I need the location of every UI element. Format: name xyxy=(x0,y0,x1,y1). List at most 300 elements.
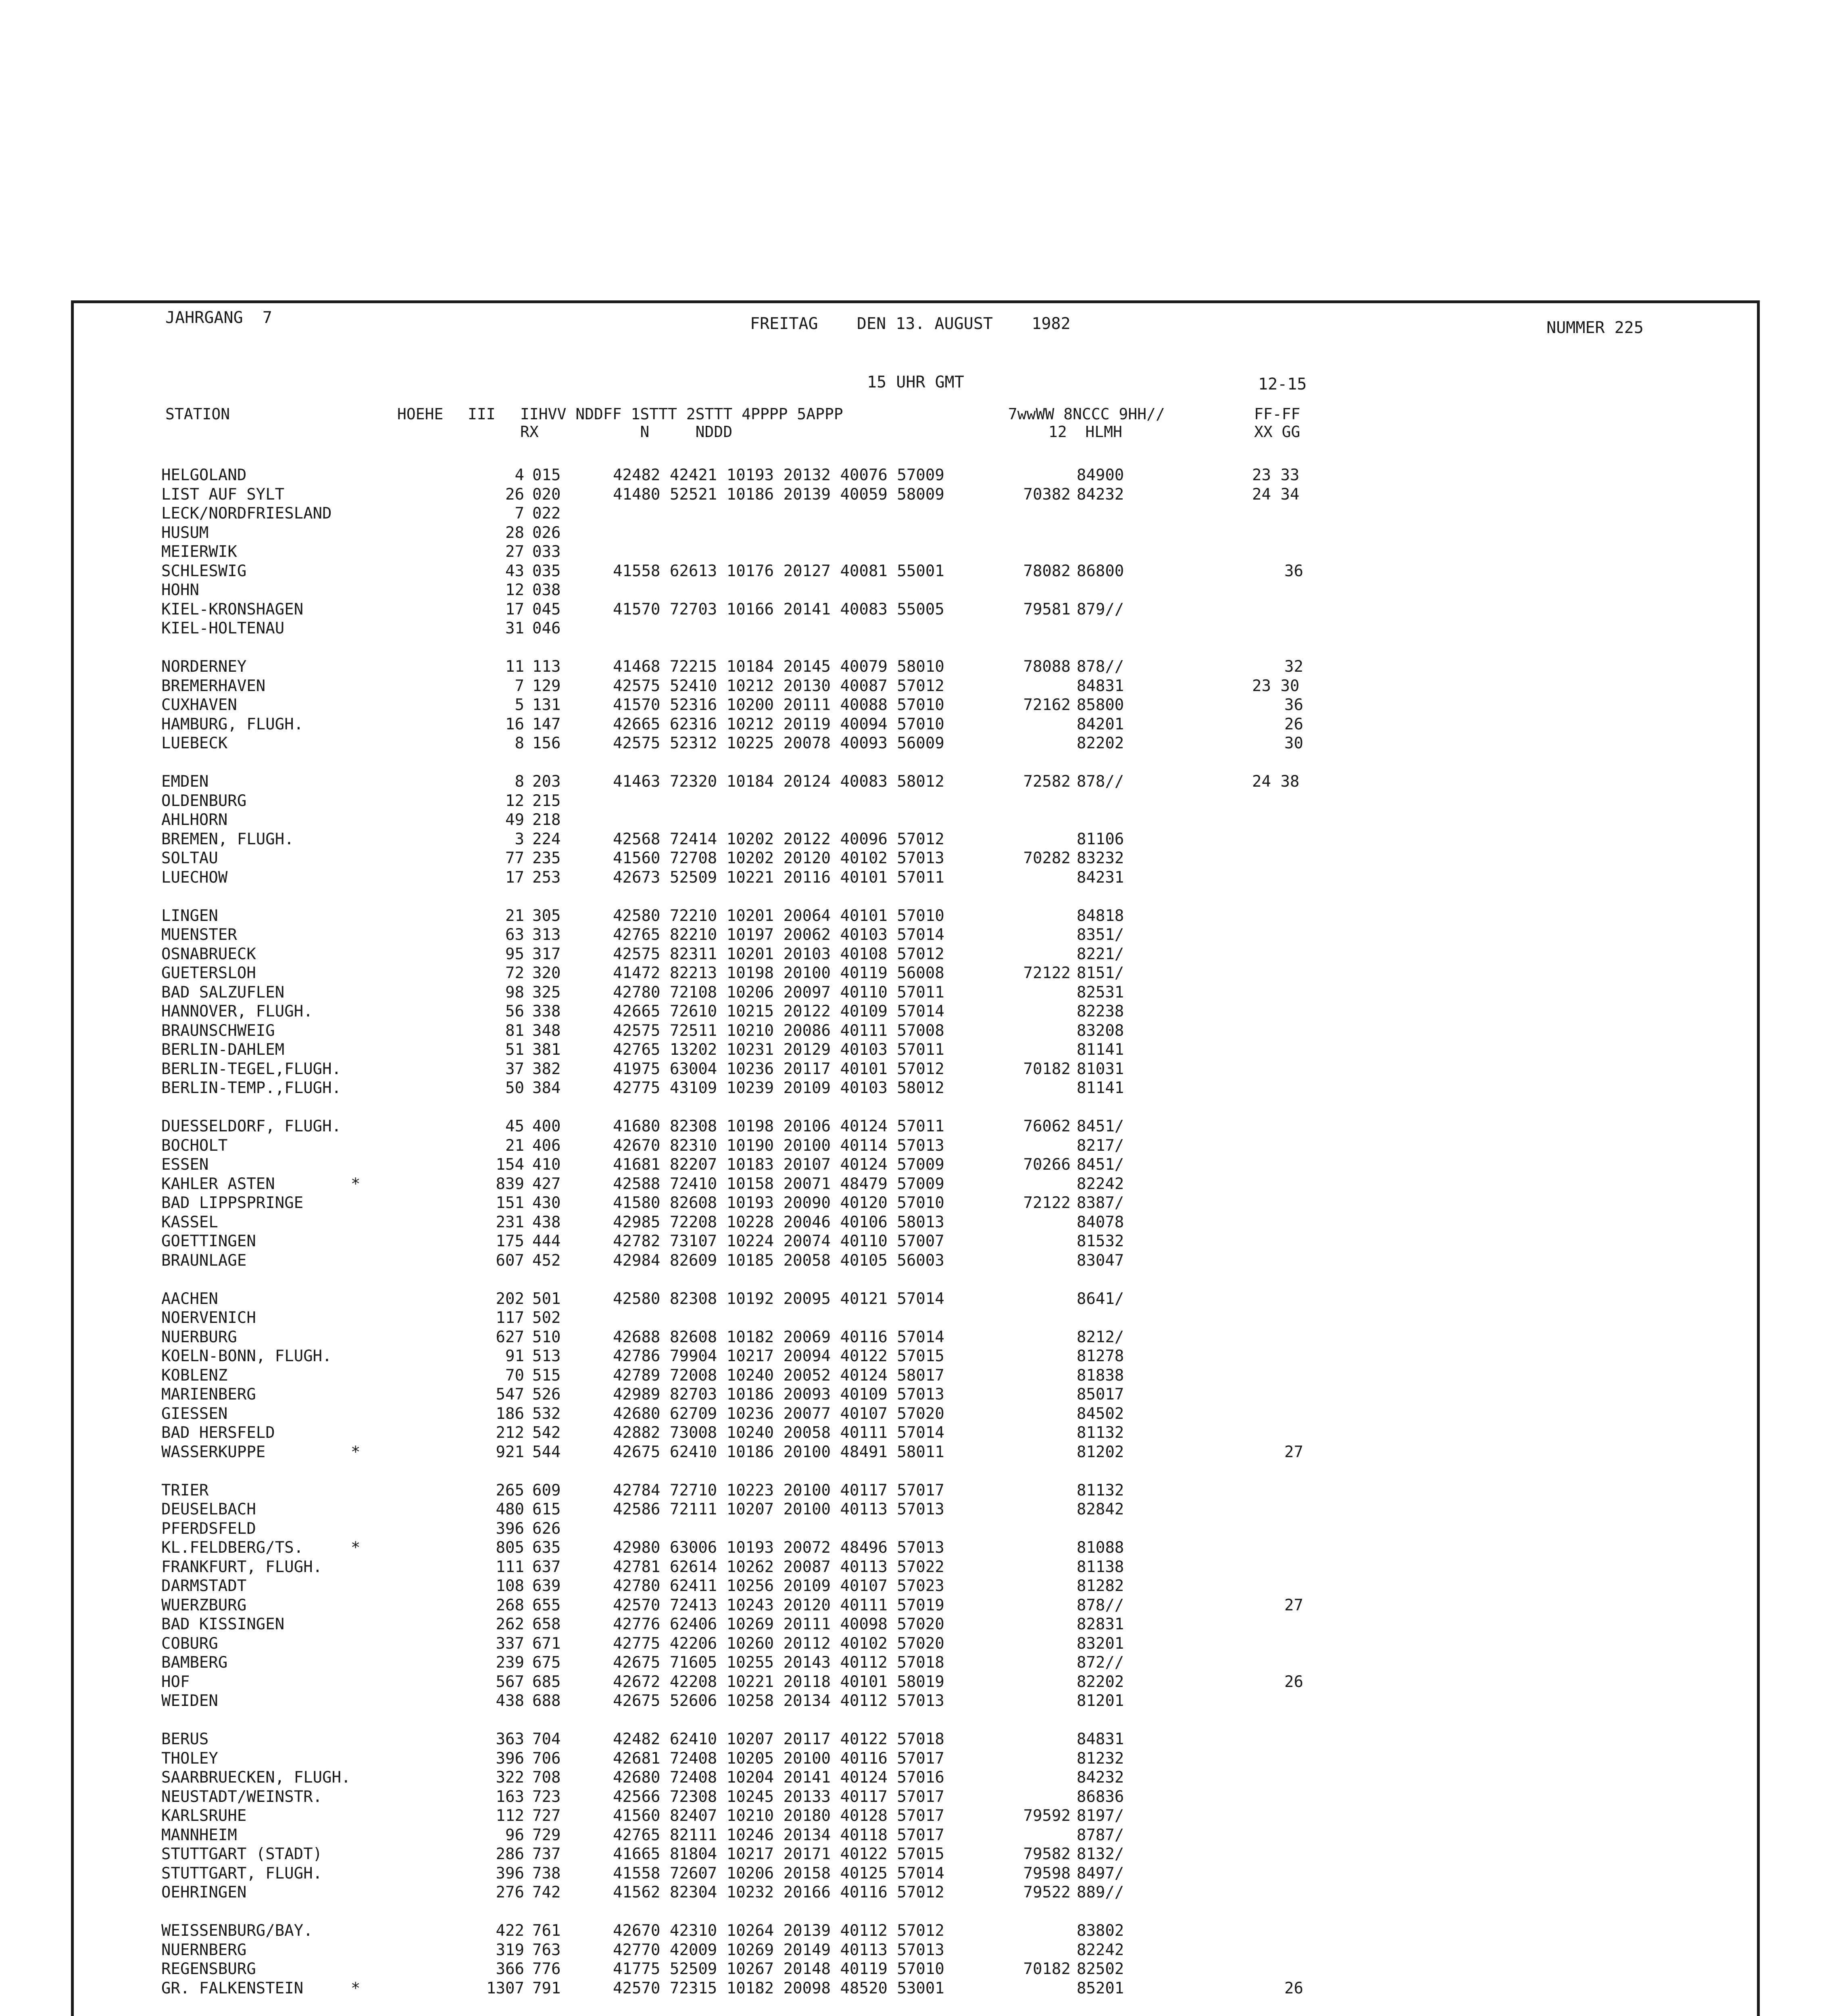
cloud-group: 82502 xyxy=(1077,1960,1124,1978)
station-id: 452 xyxy=(532,1251,561,1270)
elevation: 50 xyxy=(505,1079,524,1097)
table-row xyxy=(161,1883,1734,1902)
station-id: 542 xyxy=(532,1424,561,1442)
station-name: KARLSRUHE xyxy=(161,1807,247,1825)
weather-group: 79581 xyxy=(1023,600,1071,619)
mountain-mark: * xyxy=(351,1539,361,1557)
weather-group: 72162 xyxy=(1023,696,1071,714)
station-name: BAMBERG xyxy=(161,1654,228,1672)
code-groups: 42670 42310 10264 20139 40112 57012 xyxy=(613,1922,944,1940)
elevation: 37 xyxy=(505,1060,524,1078)
cloud-group: 85017 xyxy=(1077,1385,1124,1404)
station-id: 320 xyxy=(532,964,561,982)
cloud-group: 8132/ xyxy=(1077,1845,1124,1863)
elevation: 111 xyxy=(496,1558,524,1576)
weather-group: 79592 xyxy=(1023,1807,1071,1825)
table-row xyxy=(161,1941,1734,1960)
station-name: CUXHAVEN xyxy=(161,696,237,714)
table-row xyxy=(161,523,1734,543)
table-row xyxy=(161,1787,1734,1807)
table-row xyxy=(161,677,1734,696)
station-name: NUERBURG xyxy=(161,1328,237,1346)
station-id: 639 xyxy=(532,1577,561,1595)
station-name: LUECHOW xyxy=(161,868,228,887)
station-name: KOELN-BONN, FLUGH. xyxy=(161,1347,332,1365)
elevation: 186 xyxy=(496,1404,524,1423)
weather-group: 79522 xyxy=(1023,1883,1071,1901)
cloud-group: 86800 xyxy=(1077,562,1124,580)
elevation: 45 xyxy=(505,1117,524,1135)
code-groups: 42670 82310 10190 20100 40114 57013 xyxy=(613,1136,944,1155)
cloud-group: 82242 xyxy=(1077,1175,1124,1193)
station-name: LIST AUF SYLT xyxy=(161,485,285,504)
table-row xyxy=(161,1175,1734,1194)
elevation: 8 xyxy=(515,734,524,752)
elevation: 337 xyxy=(496,1634,524,1653)
elevation: 363 xyxy=(496,1730,524,1748)
elevation: 4 xyxy=(515,466,524,484)
elevation: 212 xyxy=(496,1424,524,1442)
issue-number: NUMMER 225 xyxy=(1546,319,1644,337)
cloud-group: 84818 xyxy=(1077,906,1124,925)
weather-group: 79582 xyxy=(1023,1845,1071,1863)
station-id: 203 xyxy=(532,773,561,791)
station-id: 156 xyxy=(532,734,561,752)
station-name: WUERZBURG xyxy=(161,1596,247,1614)
cloud-group: 86836 xyxy=(1077,1787,1124,1806)
wind-group: 24 34 xyxy=(1252,485,1300,504)
elevation: 175 xyxy=(496,1232,524,1250)
code-groups: 41562 82304 10232 20166 40116 57012 xyxy=(613,1883,944,1901)
code-groups: 42580 72210 10201 20064 40101 57010 xyxy=(613,906,944,925)
code-groups: 41558 62613 10176 20127 40081 55001 xyxy=(613,562,944,580)
station-id: 427 xyxy=(532,1175,561,1193)
wind-group: 26 xyxy=(1284,1979,1303,1997)
weather-group: 70182 xyxy=(1023,1960,1071,1978)
code-groups: 41480 52521 10186 20139 40059 58009 xyxy=(613,485,944,504)
table-row xyxy=(161,1806,1734,1826)
station-id: 438 xyxy=(532,1213,561,1231)
weather-group: 72122 xyxy=(1023,964,1071,982)
station-id: 513 xyxy=(532,1347,561,1365)
station-name: SAARBRUECKEN, FLUGH. xyxy=(161,1768,351,1787)
code-groups: 42989 82703 10186 20093 40109 57013 xyxy=(613,1385,944,1404)
table-row xyxy=(161,1193,1734,1213)
cloud-group: 8451/ xyxy=(1077,1117,1124,1135)
station-id: 026 xyxy=(532,523,561,542)
table-row xyxy=(161,1826,1734,1845)
code-groups: 42570 72315 10182 20098 48520 53001 xyxy=(613,1979,944,1997)
table-row xyxy=(161,734,1734,753)
code-groups: 42675 71605 10255 20143 40112 57018 xyxy=(613,1654,944,1672)
table-row xyxy=(161,581,1734,600)
code-groups: 42882 73008 10240 20058 40111 57014 xyxy=(613,1424,944,1442)
station-id: 224 xyxy=(532,830,561,848)
cloud-group: 82531 xyxy=(1077,983,1124,1002)
table-row xyxy=(161,504,1734,523)
cloud-group: 81532 xyxy=(1077,1232,1124,1250)
table-row xyxy=(161,830,1734,849)
station-name: FRANKFURT, FLUGH. xyxy=(161,1558,323,1576)
elevation: 117 xyxy=(496,1309,524,1327)
station-id: 763 xyxy=(532,1941,561,1959)
mountain-mark: * xyxy=(351,1175,361,1193)
station-name: HUSUM xyxy=(161,523,209,542)
table-row xyxy=(161,810,1734,830)
code-groups: 42786 79904 10217 20094 40122 57015 xyxy=(613,1347,944,1365)
elevation: 921 xyxy=(496,1443,524,1461)
elevation: 43 xyxy=(505,562,524,580)
code-groups: 42588 72410 10158 20071 48479 57009 xyxy=(613,1175,944,1193)
mountain-mark: * xyxy=(351,1979,361,1997)
mountain-mark: * xyxy=(351,1443,361,1461)
station-id: 430 xyxy=(532,1194,561,1212)
elevation: 268 xyxy=(496,1596,524,1614)
code-groups: 42775 42206 10260 20112 40102 57020 xyxy=(613,1634,944,1653)
elevation: 154 xyxy=(496,1156,524,1174)
table-row xyxy=(161,1366,1734,1385)
table-row xyxy=(161,1538,1734,1558)
elevation: 77 xyxy=(505,849,524,867)
elevation: 7 xyxy=(515,504,524,523)
station-id: 742 xyxy=(532,1883,561,1901)
elevation: 21 xyxy=(505,1136,524,1155)
weather-group: 79598 xyxy=(1023,1864,1071,1883)
station-id: 706 xyxy=(532,1749,561,1768)
elevation: 27 xyxy=(505,543,524,561)
table-row xyxy=(161,1308,1734,1328)
code-groups: 42580 82308 10192 20095 40121 57014 xyxy=(613,1289,944,1308)
table-row xyxy=(161,562,1734,581)
station-name: KOBLENZ xyxy=(161,1366,228,1385)
cloud-group: 889// xyxy=(1077,1883,1124,1901)
elevation: 286 xyxy=(496,1845,524,1863)
station-id: 131 xyxy=(532,696,561,714)
station-name: HOHN xyxy=(161,581,199,599)
station-name: MEIERWIK xyxy=(161,543,237,561)
station-name: BAD KISSINGEN xyxy=(161,1615,285,1633)
cloud-group: 81132 xyxy=(1077,1424,1124,1442)
station-id: 020 xyxy=(532,485,561,504)
cloud-group: 82831 xyxy=(1077,1615,1124,1633)
elevation: 96 xyxy=(505,1826,524,1844)
station-id: 035 xyxy=(532,562,561,580)
code-groups: 41570 72703 10166 20141 40083 55005 xyxy=(613,600,944,619)
station-name: KIEL-HOLTENAU xyxy=(161,619,285,637)
station-id: 685 xyxy=(532,1672,561,1691)
station-name: BREMEN, FLUGH. xyxy=(161,830,294,848)
station-id: 708 xyxy=(532,1768,561,1787)
code-groups: 41463 72320 10184 20124 40083 58012 xyxy=(613,773,944,791)
cloud-group: 81838 xyxy=(1077,1366,1124,1385)
code-groups: 42575 82311 10201 20103 40108 57012 xyxy=(613,945,944,963)
cloud-group: 872// xyxy=(1077,1654,1124,1672)
cloud-group: 83802 xyxy=(1077,1922,1124,1940)
station-id: 305 xyxy=(532,906,561,925)
elevation: 112 xyxy=(496,1807,524,1825)
code-groups: 42780 72108 10206 20097 40110 57011 xyxy=(613,983,944,1002)
elevation: 26 xyxy=(505,485,524,504)
station-name: BERLIN-TEMP.,FLUGH. xyxy=(161,1079,342,1097)
station-id: 688 xyxy=(532,1692,561,1710)
station-name: MANNHEIM xyxy=(161,1826,237,1844)
cloud-group: 83208 xyxy=(1077,1021,1124,1040)
station-name: KAHLER ASTEN xyxy=(161,1175,275,1193)
station-name: BOCHOLT xyxy=(161,1136,228,1155)
station-name: DEUSELBACH xyxy=(161,1500,256,1518)
elevation: 98 xyxy=(505,983,524,1002)
station-id: 738 xyxy=(532,1864,561,1883)
code-groups: 41570 52316 10200 20111 40088 57010 xyxy=(613,696,944,714)
station-name: SCHLESWIG xyxy=(161,562,247,580)
elevation: 56 xyxy=(505,1002,524,1020)
station-name: STUTTGART, FLUGH. xyxy=(161,1864,323,1883)
station-name: NOERVENICH xyxy=(161,1309,256,1327)
code-groups: 42575 52312 10225 20078 40093 56009 xyxy=(613,734,944,752)
station-name: BAD HERSFELD xyxy=(161,1424,275,1442)
wind-group: 23 30 xyxy=(1252,677,1300,695)
table-row xyxy=(161,1845,1734,1864)
elevation: 49 xyxy=(505,811,524,829)
station-id: 526 xyxy=(532,1385,561,1404)
station-name: BRAUNLAGE xyxy=(161,1251,247,1270)
station-id: 532 xyxy=(532,1404,561,1423)
station-name: GR. FALKENSTEIN xyxy=(161,1979,304,1997)
station-id: 038 xyxy=(532,581,561,599)
table-row xyxy=(161,1960,1734,1979)
wind-group: 27 xyxy=(1284,1443,1303,1461)
table-row xyxy=(161,1558,1734,1577)
code-groups: 42985 72208 10228 20046 40106 58013 xyxy=(613,1213,944,1231)
cloud-group: 878// xyxy=(1077,1596,1124,1614)
cloud-group: 82238 xyxy=(1077,1002,1124,1020)
station-id: 637 xyxy=(532,1558,561,1576)
elevation: 163 xyxy=(496,1787,524,1806)
station-id: 147 xyxy=(532,715,561,733)
station-name: MARIENBERG xyxy=(161,1385,256,1404)
wind-group: 32 xyxy=(1284,658,1303,676)
table-row xyxy=(161,715,1734,734)
col-groups: IIHVV NDDFF 1STTT 2STTT 4PPPP 5APPP xyxy=(520,405,843,423)
wind-group: 30 xyxy=(1284,734,1303,752)
station-name: HELGOLAND xyxy=(161,466,247,484)
station-id: 444 xyxy=(532,1232,561,1250)
elevation: 51 xyxy=(505,1041,524,1059)
table-row xyxy=(161,945,1734,964)
elevation: 70 xyxy=(505,1366,524,1385)
cloud-group: 84201 xyxy=(1077,715,1124,733)
code-groups: 42675 52606 10258 20134 40112 57013 xyxy=(613,1692,944,1710)
elevation: 95 xyxy=(505,945,524,963)
table-row xyxy=(161,1251,1734,1270)
table-row xyxy=(161,1730,1734,1749)
cloud-group: 8197/ xyxy=(1077,1807,1124,1825)
cloud-group: 81141 xyxy=(1077,1041,1124,1059)
code-groups: 42570 72413 10243 20120 40111 57019 xyxy=(613,1596,944,1614)
station-id: 215 xyxy=(532,791,561,810)
table-row xyxy=(161,1213,1734,1232)
elevation: 11 xyxy=(505,658,524,676)
weather-group: 78088 xyxy=(1023,658,1071,676)
cloud-group: 8221/ xyxy=(1077,945,1124,963)
station-id: 626 xyxy=(532,1519,561,1538)
table-row xyxy=(161,1155,1734,1175)
table-row xyxy=(161,1040,1734,1060)
time-range-label: 12-15 xyxy=(1258,375,1307,394)
elevation: 319 xyxy=(496,1941,524,1959)
weather-group: 72122 xyxy=(1023,1194,1071,1212)
station-name: BERLIN-DAHLEM xyxy=(161,1041,285,1059)
elevation: 72 xyxy=(505,964,524,982)
cloud-group: 85800 xyxy=(1077,696,1124,714)
station-id: 729 xyxy=(532,1826,561,1844)
col-groups-sub: RX N NDDD xyxy=(520,423,733,441)
code-groups: 42688 82608 10182 20069 40116 57014 xyxy=(613,1328,944,1346)
cloud-group: 879// xyxy=(1077,600,1124,619)
station-id: 253 xyxy=(532,868,561,887)
table-row xyxy=(161,772,1734,791)
station-name: BREMERHAVEN xyxy=(161,677,266,695)
code-groups: 42770 42009 10269 20149 40113 57013 xyxy=(613,1941,944,1959)
code-groups: 42782 73107 10224 20074 40110 57007 xyxy=(613,1232,944,1250)
code-groups: 41681 82207 10183 20107 40124 57009 xyxy=(613,1156,944,1174)
station-name: THOLEY xyxy=(161,1749,218,1768)
station-id: 776 xyxy=(532,1960,561,1978)
table-row xyxy=(161,1672,1734,1692)
cloud-group: 84232 xyxy=(1077,1768,1124,1787)
code-groups: 42575 52410 10212 20130 40087 57012 xyxy=(613,677,944,695)
station-id: 658 xyxy=(532,1615,561,1633)
elevation: 17 xyxy=(505,868,524,887)
cloud-group: 83047 xyxy=(1077,1251,1124,1270)
cloud-group: 81088 xyxy=(1077,1539,1124,1557)
elevation: 567 xyxy=(496,1672,524,1691)
elevation: 366 xyxy=(496,1960,524,1978)
station-id: 400 xyxy=(532,1117,561,1135)
cloud-group: 8787/ xyxy=(1077,1826,1124,1844)
elevation: 63 xyxy=(505,926,524,944)
cloud-group: 84831 xyxy=(1077,677,1124,695)
col-station: STATION xyxy=(165,405,230,423)
cloud-group: 81282 xyxy=(1077,1577,1124,1595)
code-groups: 42980 63006 10193 20072 48496 57013 xyxy=(613,1539,944,1557)
code-groups: 41580 82608 10193 20090 40120 57010 xyxy=(613,1194,944,1212)
table-row xyxy=(161,964,1734,983)
station-name: COBURG xyxy=(161,1634,218,1653)
station-id: 406 xyxy=(532,1136,561,1155)
station-id: 655 xyxy=(532,1596,561,1614)
station-id: 544 xyxy=(532,1443,561,1461)
station-name: GUETERSLOH xyxy=(161,964,256,982)
elevation: 28 xyxy=(505,523,524,542)
station-id: 235 xyxy=(532,849,561,867)
station-id: 046 xyxy=(532,619,561,637)
code-groups: 41975 63004 10236 20117 40101 57012 xyxy=(613,1060,944,1078)
col-ff-sub: XX GG xyxy=(1254,423,1300,441)
table-row xyxy=(161,1577,1734,1596)
cloud-group: 878// xyxy=(1077,658,1124,676)
code-groups: 42781 62614 10262 20087 40113 57022 xyxy=(613,1558,944,1576)
table-row xyxy=(161,1423,1734,1443)
station-id: 113 xyxy=(532,658,561,676)
date-label: FREITAG DEN 13. AUGUST 1982 xyxy=(750,314,1071,333)
station-id: 218 xyxy=(532,811,561,829)
station-id: 515 xyxy=(532,1366,561,1385)
code-groups: 42586 72111 10207 20100 40113 57013 xyxy=(613,1500,944,1518)
cloud-group: 85201 xyxy=(1077,1979,1124,1997)
weather-group: 70182 xyxy=(1023,1060,1071,1078)
weather-group: 78082 xyxy=(1023,562,1071,580)
code-groups: 42673 52509 10221 20116 40101 57011 xyxy=(613,868,944,887)
cloud-group: 81278 xyxy=(1077,1347,1124,1365)
station-id: 410 xyxy=(532,1156,561,1174)
weather-group: 70266 xyxy=(1023,1156,1071,1174)
station-id: 015 xyxy=(532,466,561,484)
table-row xyxy=(161,1385,1734,1404)
station-name: LINGEN xyxy=(161,906,218,925)
cloud-group: 8351/ xyxy=(1077,926,1124,944)
station-id: 129 xyxy=(532,677,561,695)
elevation: 322 xyxy=(496,1768,524,1787)
station-name: STUTTGART (STADT) xyxy=(161,1845,323,1863)
cloud-group: 8387/ xyxy=(1077,1194,1124,1212)
cloud-group: 83232 xyxy=(1077,849,1124,867)
station-name: LECK/NORDFRIESLAND xyxy=(161,504,332,523)
station-id: 723 xyxy=(532,1787,561,1806)
elevation: 3 xyxy=(515,830,524,848)
wind-group: 26 xyxy=(1284,1672,1303,1691)
col-hoehe: HOEHE xyxy=(397,405,444,423)
elevation: 627 xyxy=(496,1328,524,1346)
table-row xyxy=(161,1328,1734,1347)
table-row xyxy=(161,1768,1734,1787)
code-groups: 41558 72607 10206 20158 40125 57014 xyxy=(613,1864,944,1883)
station-id: 727 xyxy=(532,1807,561,1825)
code-groups: 41468 72215 10184 20145 40079 58010 xyxy=(613,658,944,676)
elevation: 396 xyxy=(496,1519,524,1538)
code-groups: 42665 72610 10215 20122 40109 57014 xyxy=(613,1002,944,1020)
table-row xyxy=(161,1653,1734,1672)
cloud-group: 84078 xyxy=(1077,1213,1124,1231)
code-groups: 41560 82407 10210 20180 40128 57017 xyxy=(613,1807,944,1825)
elevation: 1307 xyxy=(486,1979,524,1997)
time-label: 15 UHR GMT xyxy=(867,373,964,392)
table-row xyxy=(161,1500,1734,1519)
cloud-group: 81202 xyxy=(1077,1443,1124,1461)
elevation: 547 xyxy=(496,1385,524,1404)
station-id: 675 xyxy=(532,1654,561,1672)
cloud-group: 8641/ xyxy=(1077,1289,1124,1308)
table-row xyxy=(161,1060,1734,1079)
station-name: HAMBURG, FLUGH. xyxy=(161,715,304,733)
elevation: 21 xyxy=(505,906,524,925)
table-row xyxy=(161,1864,1734,1883)
station-id: 033 xyxy=(532,543,561,561)
table-row xyxy=(161,1634,1734,1654)
code-groups: 42672 42208 10221 20118 40101 58019 xyxy=(613,1672,944,1691)
elevation: 81 xyxy=(505,1021,524,1040)
station-id: 045 xyxy=(532,600,561,619)
station-name: KASSEL xyxy=(161,1213,218,1231)
station-id: 635 xyxy=(532,1539,561,1557)
cloud-group: 84831 xyxy=(1077,1730,1124,1748)
station-id: 325 xyxy=(532,983,561,1002)
code-groups: 42575 72511 10210 20086 40111 57008 xyxy=(613,1021,944,1040)
code-groups: 42765 13202 10231 20129 40103 57011 xyxy=(613,1041,944,1059)
code-groups: 42776 62406 10269 20111 40098 57020 xyxy=(613,1615,944,1633)
code-groups: 42675 62410 10186 20100 48491 58011 xyxy=(613,1443,944,1461)
station-id: 022 xyxy=(532,504,561,523)
